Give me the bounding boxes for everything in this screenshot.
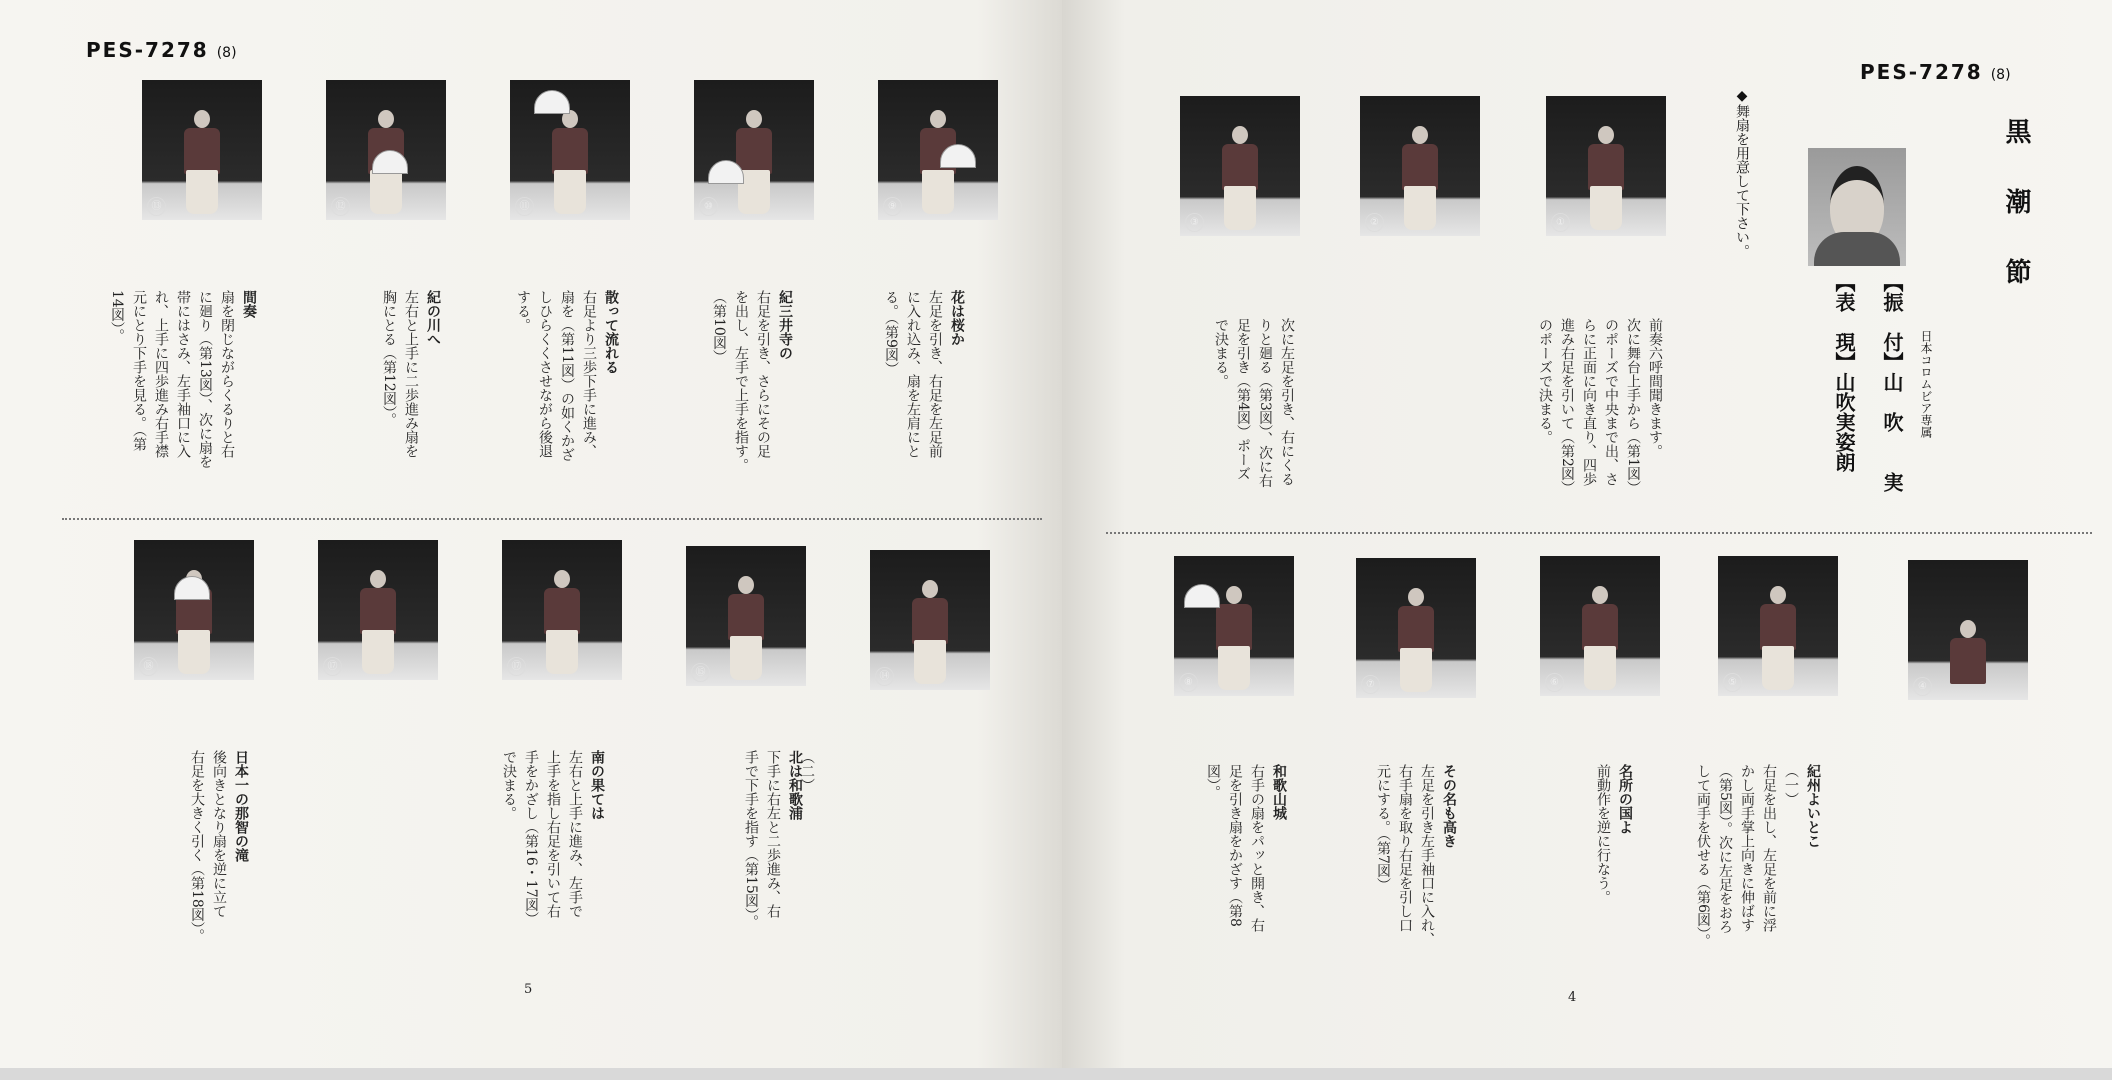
section-nihonichi-nachi	[186, 750, 252, 990]
page-number-left: 5	[524, 982, 533, 997]
text-line: 上手を指し右足を引いて右	[545, 750, 561, 918]
section-kishu-yoitoko	[1692, 764, 1824, 1004]
text-line: 手をかざし（第16・17図）	[523, 750, 539, 926]
catalog-number-text: PES-7278	[86, 38, 209, 62]
section-heading: 散って流れる	[603, 290, 619, 374]
photo-number: ②	[1365, 213, 1384, 232]
text-line: 左右と上手に進み、左手で	[567, 750, 583, 918]
choreography-credit	[1878, 272, 1907, 492]
text-line: 扇を閉じながらくるりと右	[219, 290, 235, 458]
choreography-label: 【振 付】	[1880, 272, 1904, 372]
photo-number: ⑬	[147, 197, 166, 216]
section-divider	[1106, 524, 2092, 534]
photo-number: ⑩	[699, 197, 718, 216]
catalog-number-text: PES-7278	[1860, 60, 1983, 84]
text-line: 左右と上手に二歩進み扇を	[403, 290, 419, 458]
text-line: る。（第9図）	[883, 290, 899, 376]
section-heading: 日本一の那智の滝	[233, 750, 249, 862]
section-heading: 和歌山城	[1271, 764, 1287, 820]
right-page	[1062, 0, 2112, 1068]
section-turn	[1210, 318, 1298, 528]
text-line: しひらくくさせながら後退	[537, 290, 553, 458]
dance-photo-8	[1174, 556, 1294, 696]
text-line: 扇を（第11図）の如くかざ	[559, 290, 575, 462]
text-line: を出し、左手で上手を指す。	[733, 290, 749, 472]
photo-number: ⑮	[691, 663, 710, 682]
section-intro	[1534, 318, 1666, 528]
text-line: らに正面に向き直り、四歩	[1581, 318, 1597, 486]
text-line: 左足を引き左手袖口に入れ、	[1419, 764, 1435, 946]
text-line: れ、上手に四歩進み右手襟	[153, 290, 169, 458]
photo-number: ⑥	[1545, 673, 1564, 692]
text-line: 胸にとる（第12図）。	[381, 290, 397, 427]
text-line: 右足を引き、さらにその足	[755, 290, 771, 458]
text-line: 右手扇を取り右足を引し口	[1397, 764, 1413, 932]
text-line: （第10図）	[711, 290, 727, 364]
affiliation-text: 日本コロムビア専属	[1919, 330, 1933, 438]
photo-number: ⑱	[139, 657, 158, 676]
dance-photo-9	[878, 80, 998, 220]
text-line: 図）。	[1205, 764, 1221, 799]
text-line: のポーズで中央まで出、さ	[1603, 318, 1619, 486]
fan-icon	[534, 90, 570, 114]
fan-icon	[940, 144, 976, 168]
photo-number: ④	[1913, 677, 1932, 696]
text-line: 帯にはさみ、左手袖口に入	[175, 290, 191, 458]
section-heading: 紀の川へ	[425, 290, 441, 346]
text-line: 次に舞台上手から（第1図）	[1625, 318, 1641, 495]
section-minami-no-hate	[498, 750, 608, 980]
dance-photo-7	[1356, 558, 1476, 698]
dance-photo-17b	[502, 540, 622, 680]
text-line: で決まる。	[501, 750, 517, 820]
dance-photo-11	[510, 80, 630, 220]
text-line: 元にする。（第7図）	[1375, 764, 1391, 892]
section-kinokawa	[378, 290, 444, 520]
photo-number: ⑦	[1361, 675, 1380, 694]
text-line: （第5図）。次に左足をおろ	[1717, 764, 1733, 934]
performance-credit	[1830, 272, 1859, 472]
dance-photo-15	[686, 546, 806, 686]
text-line: 14図）。	[109, 290, 125, 343]
section-heading: 北は和歌浦	[787, 750, 803, 820]
section-heading: 南の果ては	[589, 750, 605, 820]
section-chitte-nagareru	[512, 290, 622, 520]
text-line: 次に左足を引き、右にくる	[1279, 318, 1295, 486]
choreographer-name: 山 吹 実	[1880, 372, 1904, 492]
photo-number: ⑪	[515, 197, 534, 216]
text-line: りと廻る（第3図）、次に右	[1257, 318, 1273, 488]
text-line: 前動作を逆に行なう。	[1595, 764, 1611, 904]
performer-name: 山吹実姿朗	[1832, 372, 1856, 472]
dance-photo-5	[1718, 556, 1838, 696]
text-line: 前奏六呼間聞きます。	[1647, 318, 1663, 458]
performance-label: 【表 現】	[1832, 272, 1856, 372]
text-line: 右足を大きく引く（第18図）。	[189, 750, 205, 943]
text-line: 左足を引き、右足を左足前	[927, 290, 943, 458]
text-line: 手で下手を指す（第15図）。	[743, 750, 759, 929]
dance-photo-2	[1360, 96, 1480, 236]
choreographer-portrait	[1808, 148, 1906, 266]
photo-number: ⑨	[883, 197, 902, 216]
page-number-right: 4	[1568, 990, 1577, 1005]
left-page	[0, 0, 1062, 1068]
section-wakayama-jo	[1202, 764, 1290, 1004]
text-line: 右手の扇をパッと開き、右	[1249, 764, 1265, 932]
catalog-number-left	[86, 38, 237, 62]
fan-note: ◆舞扇を用意して下さい。	[1734, 88, 1750, 258]
catalog-sub-text: (8)	[216, 45, 237, 61]
text-line: に入れ込み、扇を左肩にと	[905, 290, 921, 458]
dance-photo-6	[1540, 556, 1660, 696]
text-line: する。	[515, 290, 531, 332]
dance-photo-1	[1546, 96, 1666, 236]
text-line: （一）	[1783, 764, 1799, 806]
photo-number: ③	[1185, 213, 1204, 232]
text-line: 足を引き扇をかざす（第8	[1227, 764, 1243, 927]
section-kanso	[106, 290, 260, 520]
dance-photo-10	[694, 80, 814, 220]
text-line: 下手に右左と二歩進み、右	[765, 750, 781, 918]
photo-number: ⑰	[323, 657, 342, 676]
dance-photo-17a	[318, 540, 438, 680]
text-line: 右足を出し、左足を前に浮	[1761, 764, 1777, 932]
section-kimiidera	[708, 290, 796, 520]
text-line: （二）	[799, 750, 815, 792]
text-line: 進み右足を引いて（第2図）	[1559, 318, 1575, 495]
text-line: のポーズで決まる。	[1537, 318, 1553, 444]
section-heading: 花は桜か	[949, 290, 965, 346]
section-heading: 紀三井寺の	[777, 290, 793, 360]
photo-number: ⑤	[1723, 673, 1742, 692]
photo-number: ①	[1551, 213, 1570, 232]
photo-number: ⑰	[507, 657, 526, 676]
section-heading: その名も高き	[1441, 764, 1457, 848]
catalog-number-right	[1860, 60, 2011, 84]
text-line: 元にとり下手を見る。（第	[131, 290, 147, 451]
text-line: に廻り（第13図）、次に扇を	[197, 290, 213, 469]
section-heading: 紀州よいとこ	[1805, 764, 1821, 848]
text-line: で決まる。	[1213, 318, 1229, 388]
text-line: して両手を伏せる（第6図）。	[1695, 764, 1711, 948]
photo-number: ⑭	[875, 667, 894, 686]
dance-photo-14	[870, 550, 990, 690]
catalog-sub-text: (8)	[1990, 67, 2011, 83]
section-kita-wa-wakaura	[740, 750, 806, 980]
section-divider	[62, 510, 1042, 520]
dance-photo-3	[1180, 96, 1300, 236]
dance-photo-4	[1908, 560, 2028, 700]
section-heading: 間奏	[241, 290, 257, 318]
text-line: 足を引き（第4図）ポーズ	[1235, 318, 1251, 481]
dance-photo-12	[326, 80, 446, 220]
text-line: かし両手掌上向きに伸ばす	[1739, 764, 1755, 932]
text-line: 右足より三歩下手に進み、	[581, 290, 597, 458]
section-sono-na-mo-takaki	[1372, 764, 1460, 1004]
text-line: 後向きとなり扇を逆に立て	[211, 750, 227, 918]
section-hana-wa-sakura	[880, 290, 968, 520]
dance-photo-13	[142, 80, 262, 220]
dance-photo-18	[134, 540, 254, 680]
song-title: 黒潮節	[2001, 118, 2031, 328]
section-heading: 名所の国よ	[1617, 764, 1633, 834]
photo-number: ⑧	[1179, 673, 1198, 692]
photo-number: ⑫	[331, 197, 350, 216]
section-meisho-no-kuni	[1592, 764, 1636, 1004]
